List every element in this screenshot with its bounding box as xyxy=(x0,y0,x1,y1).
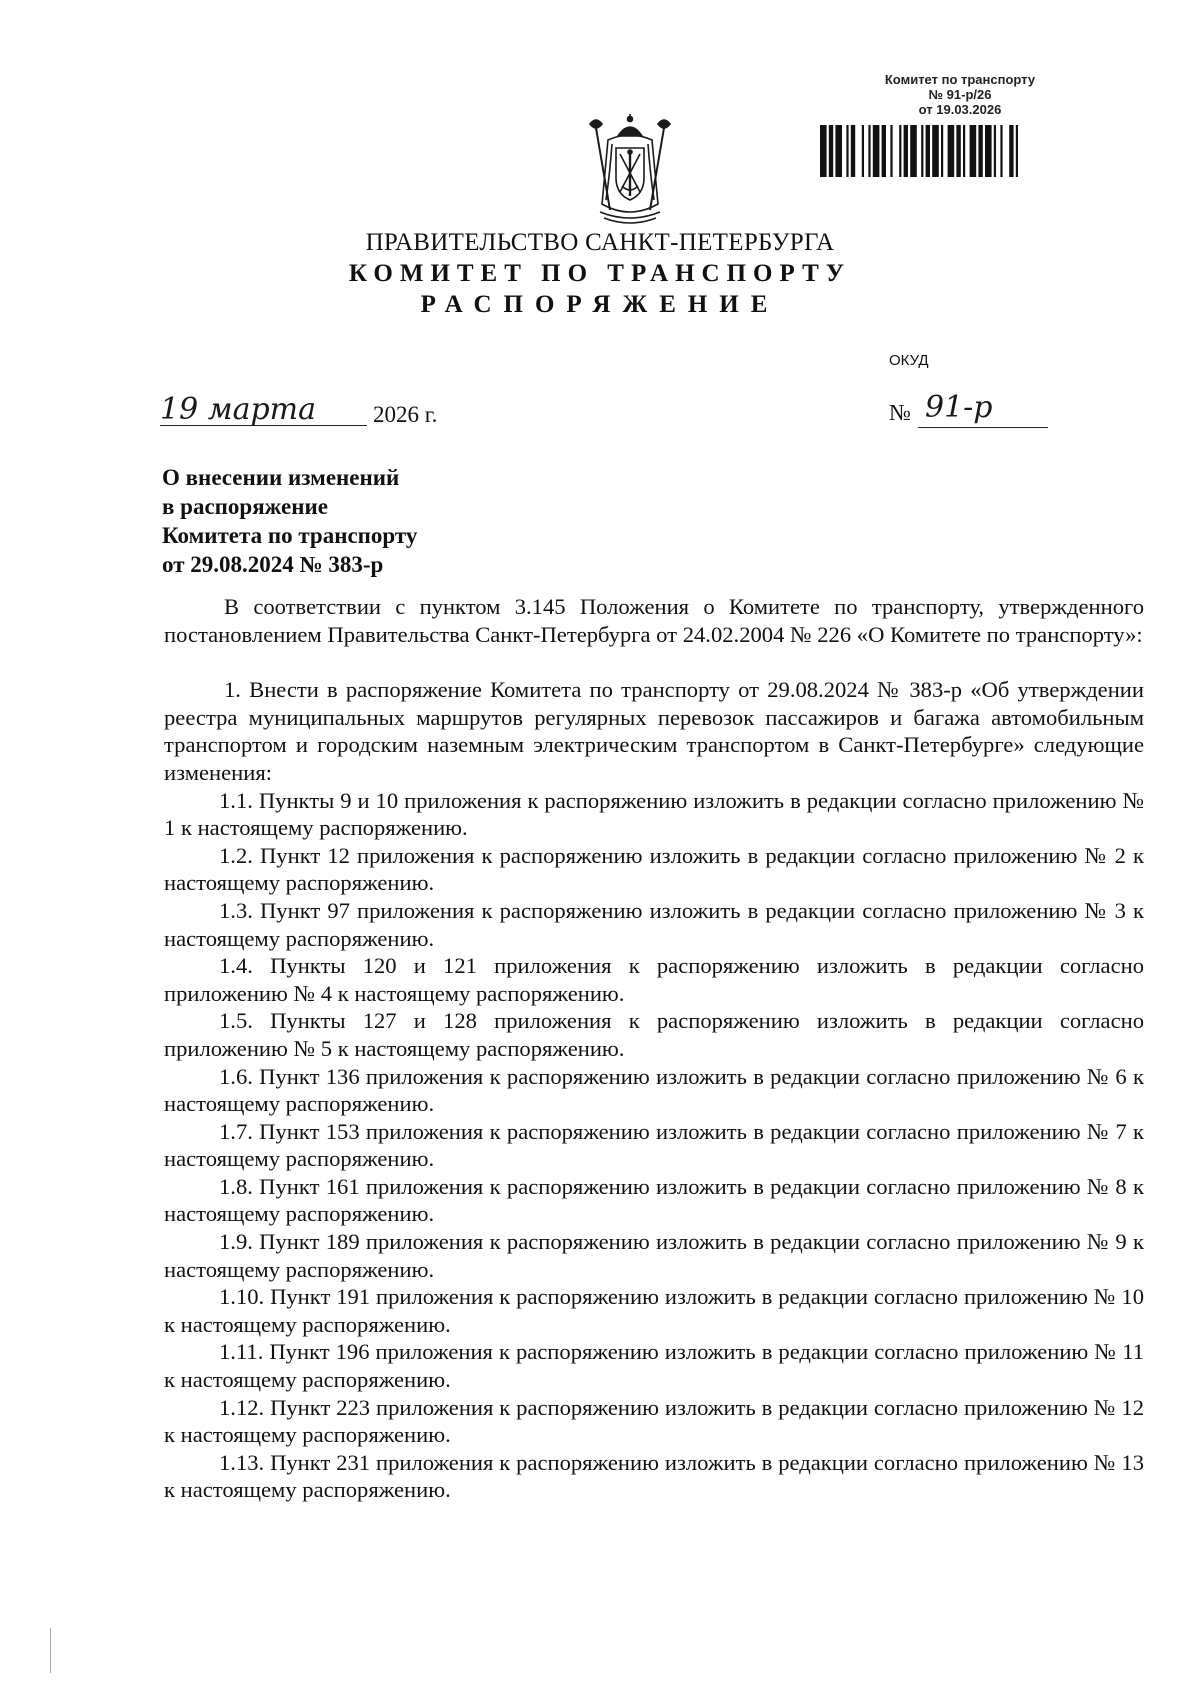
subitem: 1.8. Пункт 161 приложения к распоряжению изложить в редакции согласно приложению № 8 к настоящему распоряжению. xyxy=(164,1173,1144,1227)
scan-margin-mark xyxy=(50,1628,51,1673)
subject-line: в распоряжение xyxy=(162,494,328,519)
barcode-bar xyxy=(899,125,901,177)
barcode-bar xyxy=(851,125,855,177)
committee-title: КОМИТЕТ ПО ТРАНСПОРТУ xyxy=(348,260,852,287)
barcode-bar xyxy=(932,125,939,177)
barcode-bar xyxy=(1009,125,1013,177)
barcode-bar xyxy=(873,125,880,177)
subitem: 1.13. Пункт 231 приложения к распоряжению изложить в редакции согласно приложению № 13 к настоящему распоряжению. xyxy=(164,1449,1144,1503)
subitem: 1.6. Пункт 136 приложения к распоряжению изложить в редакции согласно приложению № 6 к настоящему распоряжению. xyxy=(164,1063,1144,1117)
date-handwritten: 19 марта xyxy=(160,392,317,427)
barcode-bar xyxy=(994,125,996,177)
barcode xyxy=(820,125,1105,177)
barcode-bar xyxy=(963,125,965,177)
barcode-bar xyxy=(1016,125,1018,177)
okud-label: ОКУД xyxy=(889,352,929,369)
preamble: В соответствии с пунктом 3.145 Положения о Комитете по транспорту, утвержденного постановлением Правительства Санкт-Петербурга от 24.02.2004 № 226 «О Комитете по транспорту»: xyxy=(164,594,1144,647)
barcode-bar xyxy=(970,125,977,177)
barcode-bar xyxy=(921,125,923,177)
government-title: ПРАВИТЕЛЬСТВО САНКТ-ПЕТЕРБУРГА xyxy=(365,229,835,256)
barcode-bar xyxy=(941,125,943,177)
number-handwritten: 91-р xyxy=(925,390,993,425)
barcode-bar xyxy=(978,125,982,177)
barcode-bar xyxy=(948,125,955,177)
subitem: 1.11. Пункт 196 приложения к распоряжению изложить в редакции согласно приложению № 11 к настоящему распоряжению. xyxy=(164,1339,1144,1393)
item-1: 1. Внести в распоряжение Комитета по транспорту от 29.08.2024 № 383-р «Об утверждении реестра муниципальных маршрутов регулярных перевозок пассажиров и багажа автомобильным транспортом и городским наземным электрическим транспортом в Санкт-Петербурге» следующие изменения: xyxy=(164,677,1144,785)
document-subject xyxy=(162,463,417,579)
barcode-bar xyxy=(829,125,833,177)
subitem: 1.10. Пункт 191 приложения к распоряжению изложить в редакции согласно приложению № 10 к настоящему распоряжению. xyxy=(164,1284,1144,1337)
date-year: 2026 г. xyxy=(373,402,438,427)
barcode-bar xyxy=(820,125,827,177)
barcode-bar xyxy=(1000,125,1002,177)
coat-of-arms-icon xyxy=(582,112,678,224)
subitem: 1.3. Пункт 97 приложения к распоряжению изложить в редакции согласно приложению № 3 к настоящему распоряжению. xyxy=(164,897,1144,951)
stamp-date: от 19.03.2026 xyxy=(918,102,1002,117)
barcode-bar xyxy=(985,125,992,177)
subitem: 1.5. Пункты 127 и 128 приложения к распоряжению изложить в редакции согласно приложению № 5 к настоящему распоряжению. xyxy=(164,1008,1144,1061)
subitem: 1.4. Пункты 120 и 121 приложения к распоряжению изложить в редакции согласно приложению № 4 к настоящему распоряжению. xyxy=(164,953,1144,1006)
number-label: № xyxy=(889,400,911,425)
subitem: 1.1. Пункты 9 и 10 приложения к распоряжению изложить в редакции согласно приложению № 1 к настоящему распоряжению. xyxy=(164,787,1144,841)
barcode-bar xyxy=(910,125,917,177)
barcode-bar xyxy=(882,125,886,177)
stamp-number: № 91-р/26 xyxy=(928,87,992,102)
barcode-bar xyxy=(868,125,870,177)
subitem: 1.2. Пункт 12 приложения к распоряжению изложить в редакции согласно приложению № 2 к настоящему распоряжению. xyxy=(164,842,1144,896)
subitem: 1.7. Пункт 153 приложения к распоряжению изложить в редакции согласно приложению № 7 к настоящему распоряжению. xyxy=(164,1118,1144,1172)
barcode-bar xyxy=(904,125,908,177)
subject-line: О внесении изменений xyxy=(162,465,400,490)
subject-line: Комитета по транспорту xyxy=(162,523,418,548)
barcode-bar xyxy=(862,125,864,177)
document-body xyxy=(164,593,1144,1504)
barcode-bar xyxy=(835,125,842,177)
barcode-bar xyxy=(890,125,892,177)
barcode-bar xyxy=(846,125,848,177)
registration-stamp xyxy=(815,72,1105,117)
stamp-committee: Комитет по транспорту xyxy=(884,72,1036,87)
subitem: 1.12. Пункт 223 приложения к распоряжению изложить в редакции согласно приложению № 12 к настоящему распоряжению. xyxy=(164,1394,1144,1448)
subject-line: от 29.08.2024 № 383-р xyxy=(162,552,384,577)
barcode-bar xyxy=(956,125,960,177)
barcode-bar xyxy=(926,125,930,177)
subitem: 1.9. Пункт 189 приложения к распоряжению изложить в редакции согласно приложению № 9 к настоящему распоряжению. xyxy=(164,1229,1144,1282)
document-type-title: РАСПОРЯЖЕНИЕ xyxy=(420,291,780,318)
